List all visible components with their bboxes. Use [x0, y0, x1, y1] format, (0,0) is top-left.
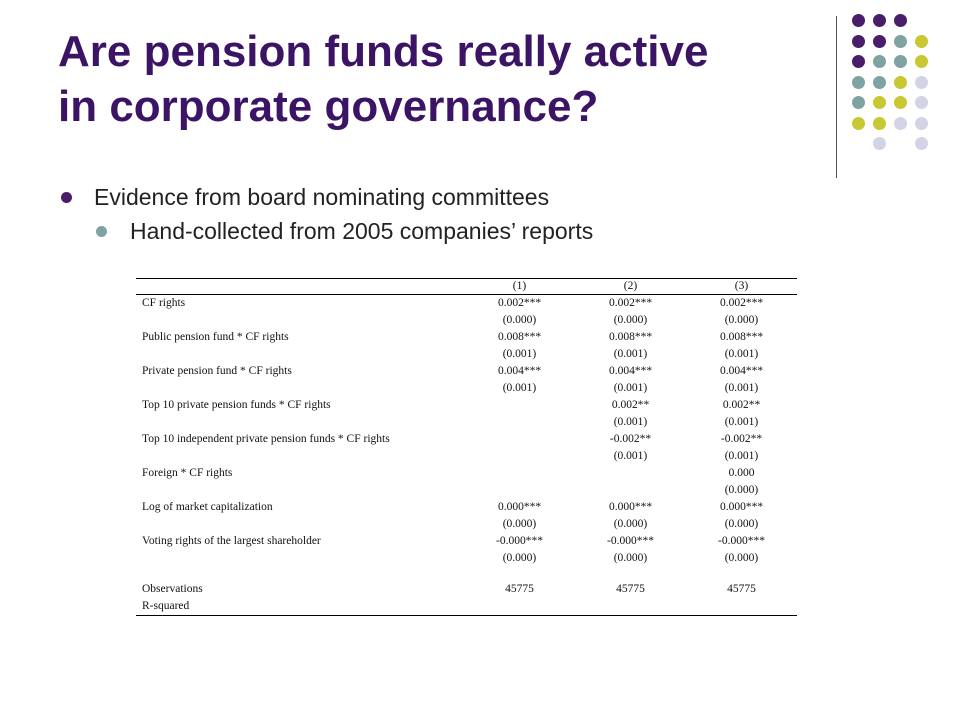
coefficient-cell: -0.000***	[496, 535, 543, 547]
coefficient-cell: -0.000***	[718, 535, 765, 547]
title-divider	[836, 16, 837, 178]
coefficient-cell: -0.000***	[607, 535, 654, 547]
r-squared-cell	[575, 598, 686, 616]
decorative-dot-grid	[852, 14, 936, 158]
standard-error-cell: (0.001)	[502, 382, 537, 394]
bullet-text-2: Hand-collected from 2005 companies’ reports	[130, 218, 594, 244]
standard-error-row	[136, 380, 797, 397]
sub-bullet-dot-icon	[96, 226, 107, 237]
coefficient-cell: 0.004***	[608, 365, 653, 377]
dot-icon	[852, 96, 865, 109]
coefficient-cell	[464, 397, 575, 414]
standard-error-cell: (0.000)	[502, 518, 537, 530]
empty-label-cell	[136, 482, 464, 499]
standard-error-row	[136, 550, 797, 567]
column-header-1: (1)	[464, 279, 575, 295]
dot-icon	[852, 35, 865, 48]
standard-error-row	[136, 414, 797, 431]
coefficient-cell	[464, 431, 575, 448]
dot-icon	[915, 137, 928, 150]
standard-error-cell: (0.000)	[502, 314, 537, 326]
coefficient-row	[136, 499, 797, 516]
table-body	[136, 295, 797, 616]
standard-error-cell	[464, 482, 575, 499]
bullet-dot-icon	[61, 192, 72, 203]
standard-error-cell: (0.001)	[724, 416, 759, 428]
coefficient-cell: 0.008***	[608, 331, 653, 343]
standard-error-cell: (0.000)	[724, 552, 759, 564]
coefficient-cell: 0.002**	[611, 399, 650, 411]
standard-error-cell: (0.001)	[724, 348, 759, 360]
spacer-cell	[136, 567, 464, 581]
spacer-cell	[575, 567, 686, 581]
dot-icon	[852, 76, 865, 89]
standard-error-cell: (0.001)	[613, 450, 648, 462]
dot-icon	[873, 117, 886, 130]
coefficient-cell: 0.004***	[497, 365, 542, 377]
coefficient-cell: 0.002***	[497, 297, 542, 309]
standard-error-cell: (0.001)	[502, 348, 537, 360]
dot-icon	[894, 55, 907, 68]
dot-icon	[852, 14, 865, 27]
r-squared-cell	[464, 598, 575, 616]
spacer-cell	[686, 567, 797, 581]
variable-label: Top 10 private pension funds * CF rights	[142, 399, 331, 411]
r-squared-label: R-squared	[142, 600, 190, 612]
observations-cell: 45775	[616, 583, 645, 595]
bullet-list	[58, 180, 878, 248]
dot-icon	[915, 96, 928, 109]
standard-error-cell: (0.000)	[724, 484, 759, 496]
dot-icon	[894, 76, 907, 89]
variable-label: Log of market capitalization	[142, 501, 273, 513]
standard-error-cell: (0.001)	[613, 348, 648, 360]
empty-label-cell	[136, 448, 464, 465]
r-squared-row	[136, 598, 797, 616]
coefficient-row	[136, 329, 797, 346]
bullet-text-1: Evidence from board nominating committees	[94, 184, 550, 210]
coefficient-row	[136, 533, 797, 550]
standard-error-cell: (0.000)	[613, 552, 648, 564]
dot-icon	[873, 14, 886, 27]
standard-error-row	[136, 482, 797, 499]
dot-icon	[915, 76, 928, 89]
empty-label-cell	[136, 312, 464, 329]
standard-error-cell	[575, 482, 686, 499]
bullet-item-level-2	[58, 214, 878, 248]
empty-label-cell	[136, 550, 464, 567]
coefficient-cell	[575, 465, 686, 482]
slide-title	[58, 24, 838, 134]
title-line-1: Are pension funds really active	[58, 27, 709, 76]
observations-cell: 45775	[505, 583, 534, 595]
standard-error-cell: (0.001)	[724, 450, 759, 462]
dot-icon	[894, 35, 907, 48]
standard-error-row	[136, 448, 797, 465]
standard-error-cell: (0.000)	[613, 518, 648, 530]
coefficient-cell: 0.002**	[722, 399, 761, 411]
dot-icon	[873, 76, 886, 89]
coefficient-cell: 0.004***	[719, 365, 764, 377]
dot-icon	[873, 96, 886, 109]
dot-icon	[873, 137, 886, 150]
observations-cell: 45775	[727, 583, 756, 595]
standard-error-cell: (0.000)	[724, 518, 759, 530]
variable-label: Foreign * CF rights	[142, 467, 233, 479]
coefficient-row	[136, 431, 797, 448]
dot-icon	[852, 117, 865, 130]
standard-error-row	[136, 312, 797, 329]
standard-error-cell: (0.000)	[502, 552, 537, 564]
standard-error-row	[136, 516, 797, 533]
standard-error-cell	[464, 448, 575, 465]
coefficient-cell: 0.002***	[608, 297, 653, 309]
coefficient-cell: 0.008***	[719, 331, 764, 343]
spacer-row	[136, 567, 797, 581]
empty-label-cell	[136, 346, 464, 363]
coefficient-cell: 0.000***	[719, 501, 764, 513]
dot-icon	[894, 117, 907, 130]
empty-label-cell	[136, 516, 464, 533]
coefficient-row	[136, 295, 797, 313]
dot-icon	[915, 117, 928, 130]
coefficient-row	[136, 465, 797, 482]
title-line-2: in corporate governance?	[58, 82, 599, 131]
observations-label: Observations	[142, 583, 203, 595]
dot-icon	[873, 35, 886, 48]
coefficient-cell: 0.002***	[719, 297, 764, 309]
coefficient-cell: 0.008***	[497, 331, 542, 343]
dot-icon	[915, 55, 928, 68]
coefficient-row	[136, 363, 797, 380]
coefficient-cell: -0.002**	[720, 433, 763, 445]
table-header-row	[136, 279, 797, 295]
column-header-3: (3)	[686, 279, 797, 295]
empty-label-cell	[136, 414, 464, 431]
standard-error-cell: (0.001)	[724, 382, 759, 394]
coefficient-cell: 0.000	[728, 467, 755, 479]
dot-icon	[915, 35, 928, 48]
regression-table	[136, 278, 797, 616]
coefficient-row	[136, 397, 797, 414]
header-label-cell	[136, 279, 464, 295]
variable-label: Public pension fund * CF rights	[142, 331, 289, 343]
observations-row	[136, 581, 797, 598]
empty-label-cell	[136, 380, 464, 397]
dot-icon	[894, 96, 907, 109]
coefficient-cell	[464, 465, 575, 482]
standard-error-cell: (0.000)	[613, 314, 648, 326]
dot-icon	[852, 55, 865, 68]
standard-error-cell: (0.001)	[613, 416, 648, 428]
spacer-cell	[464, 567, 575, 581]
standard-error-cell: (0.001)	[613, 382, 648, 394]
coefficient-cell: 0.000***	[497, 501, 542, 513]
dot-icon	[873, 55, 886, 68]
standard-error-cell	[464, 414, 575, 431]
coefficient-cell: -0.002**	[609, 433, 652, 445]
variable-label: Private pension fund * CF rights	[142, 365, 292, 377]
variable-label: CF rights	[142, 297, 186, 309]
column-header-2: (2)	[575, 279, 686, 295]
dot-icon	[894, 14, 907, 27]
r-squared-cell	[686, 598, 797, 616]
standard-error-cell: (0.000)	[724, 314, 759, 326]
standard-error-row	[136, 346, 797, 363]
variable-label: Voting rights of the largest shareholder	[142, 535, 321, 547]
variable-label: Top 10 independent private pension funds * CF rights	[142, 433, 390, 445]
coefficient-cell: 0.000***	[608, 501, 653, 513]
bullet-item-level-1	[58, 180, 878, 214]
